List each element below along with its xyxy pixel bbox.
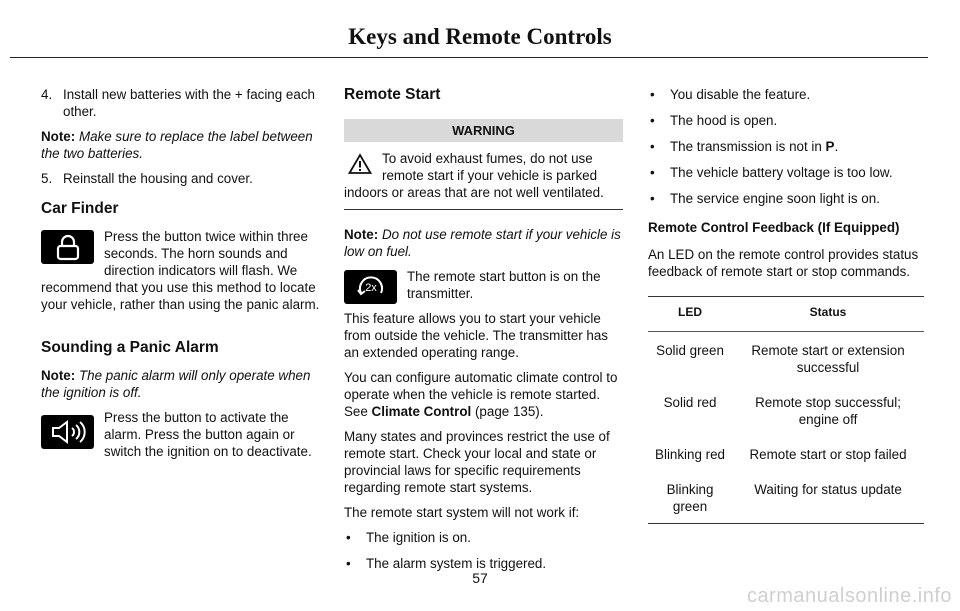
panic-heading: Sounding a Panic Alarm: [41, 339, 219, 356]
step-5: [41, 170, 321, 187]
list-item-text: The hood is open.: [670, 113, 778, 128]
list-item-text: [670, 138, 838, 155]
warning-text: To avoid exhaust fumes, do not use remote start if your vehicle is parked indoors or areas that are not well ventilated.: [344, 151, 604, 200]
transmission-text: The transmission is not in: [670, 139, 826, 154]
note-text: The panic alarm will only operate when the ignition is off.: [41, 368, 311, 400]
warning-label: WARNING: [344, 119, 623, 142]
list-item-text: The service engine soon light is on.: [670, 191, 880, 206]
status-cell: Waiting for status update: [754, 482, 902, 497]
note-fuel: [344, 226, 623, 260]
list-item-text: You disable the feature.: [670, 87, 811, 102]
table-row: [648, 384, 924, 436]
led-cell: Solid green: [656, 343, 724, 358]
note-label: Note:: [344, 227, 379, 242]
note-panic: [41, 367, 321, 401]
warning-triangle-icon: [348, 153, 372, 179]
status-cell: Remote start or stop failed: [749, 447, 907, 462]
list-item: • The ignition is on.: [346, 530, 471, 545]
remote-button-text: The remote start button is on the transmitter.: [407, 269, 601, 301]
remote-start-heading: Remote Start: [344, 86, 441, 103]
climate-control-paragraph: [344, 369, 623, 420]
column-3: [648, 86, 928, 524]
step-number: 5.: [41, 171, 53, 186]
will-not-work-list-continued: [648, 86, 928, 207]
svg-text:2x: 2x: [364, 282, 377, 294]
page-number: 57: [472, 570, 488, 586]
step-number: 4.: [41, 87, 53, 102]
page-reference: (page 135).: [471, 404, 544, 419]
list-item-text: The alarm system is triggered.: [366, 556, 547, 571]
feedback-heading: Remote Control Feedback (If Equipped): [648, 220, 900, 235]
list-item: • The alarm system is triggered.: [346, 556, 547, 571]
period: .: [834, 139, 839, 154]
table-header-row: [648, 297, 924, 332]
table-row: [648, 332, 924, 385]
led-status-table: [648, 296, 924, 524]
table-row: [648, 436, 924, 471]
note-text: Do not use remote start if your vehicle is low on fuel.: [344, 227, 621, 259]
column-header-led: LED: [648, 297, 732, 332]
column-header-status: Status: [732, 297, 924, 332]
led-cell: Solid red: [663, 395, 717, 410]
will-not-work-list: [344, 529, 623, 572]
column-2: [344, 86, 623, 581]
page-title: Keys and Remote Controls: [348, 24, 612, 49]
list-item: • The service engine soon light is on.: [650, 191, 880, 206]
lock-icon: [41, 230, 94, 264]
climate-control-link[interactable]: Climate Control: [371, 404, 472, 419]
list-item-text: The vehicle battery voltage is too low.: [670, 165, 893, 180]
list-item: • The hood is open.: [650, 113, 778, 128]
header-rule: [10, 57, 928, 58]
step-text: Install new batteries with the + facing each other.: [63, 87, 315, 119]
status-cell: Remote stop successful; engine off: [755, 395, 901, 427]
led-cell: Blinking green: [666, 482, 714, 514]
column-1: [41, 86, 321, 468]
will-not-work-intro: The remote start system will not work if:: [344, 505, 580, 520]
led-cell: Blinking red: [655, 447, 725, 462]
table-row: [648, 471, 924, 524]
note-batteries: [41, 128, 321, 162]
list-item-text: The ignition is on.: [366, 530, 471, 545]
feedback-text: An LED on the remote control provides status feedback of remote start or stop commands.: [648, 247, 919, 279]
panic-text: Press the button to activate the alarm. Press the button again or switch the ignition on to deactivate.: [104, 410, 312, 459]
status-cell: Remote start or extension successful: [751, 343, 905, 375]
feature-description: This feature allows you to start your vehicle from outside the vehicle. The transmitter has an extended operating range.: [344, 311, 608, 360]
park-gear: P: [825, 139, 835, 154]
note-label: Note:: [41, 368, 76, 383]
list-item: • The transmission is not in P.: [650, 139, 839, 154]
horn-icon: [41, 415, 94, 449]
car-finder-text: Press the button twice within three seconds. The horn sounds and direction indicators will flash. We recommend that you use this method to locate your vehicle, rather than using the panic alarm.: [41, 229, 320, 312]
warning-box: [344, 150, 623, 210]
car-finder-heading: Car Finder: [41, 200, 119, 217]
list-item: • You disable the feature.: [650, 87, 811, 102]
step-text: Reinstall the housing and cover.: [63, 171, 253, 186]
watermark: carmanualsonline.info: [746, 585, 952, 607]
climate-text: You can configure automatic climate control to operate when the vehicle is remote started. See: [344, 370, 618, 419]
list-item: • The vehicle battery voltage is too low.: [650, 165, 893, 180]
note-text: Make sure to replace the label between the two batteries.: [41, 129, 313, 161]
step-4: [41, 86, 321, 120]
remote-start-2x-icon: [344, 270, 397, 304]
note-label: Note:: [41, 129, 76, 144]
laws-paragraph: Many states and provinces restrict the use of remote start. Check your local and state or provincial laws for specific requirements regarding remote start systems.: [344, 429, 610, 495]
